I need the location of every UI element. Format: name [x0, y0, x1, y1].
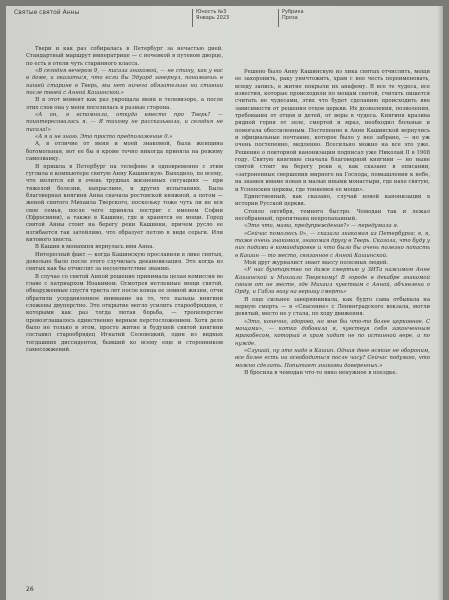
paragraph: Интересный факт — когда Кашинскую прославили в лике святых, довольно было после этого случилась декановизация. Это когда из святых как бы отчислят за несоответствие званию.	[26, 251, 223, 273]
issue-line-1: Юность №3	[196, 9, 227, 15]
page-number: 26	[26, 586, 34, 593]
paragraph: Решено было Анну Кашинскую из ликa святых отчислить, мощи ее захоронить, раку уничтожить, храм с нее честь переименовать, всюду запись, в житие покрыли их анафему. Я все те чудеса, все известия, которые происходили по мощам святой, считать пишется считать не чудесами, этих что будет сделанию происходить вне зависимости от решения отцов церкви. Их дозволения, позволения, требования от отцов и детей, от веры в чудеса. Княгиня кразива рядной горня от зеле, смертей и мраз, необходил больные и помогала обессиленным. Постепенно к Анне Кашинской вернулись и официальные почтание, которое было у нее забрано, — но уж очень постепенно, медленно. Всесильно можно на все это уже. Решение о повторной канонизации подписал уже Николай II в 1908 году. Святую княгиню сначала благоверной княгини — но ныне святой стоит на берегу реки в, как сказано в описании, «затроненные свершения мирного на Господа, помышления к небе, на знамен имаме новая и малые иными монастыри, где нахо святую, и Успенския церквы, где тоннемен ее мощи».	[235, 69, 430, 193]
magazine-page	[6, 6, 443, 600]
paragraph: А, в отличие от меня и моей знакомой, была женщина богомольная, вот ее бы я кроме точно никогда приняла на режиму самозванку.	[26, 141, 223, 163]
text-column-left	[26, 46, 223, 354]
paragraph: «А он, я вспомнила, откуда вместо про Тверь? — поинтересовалась я. — Я тихому не рассказывала, и сегодня не писала!»	[26, 112, 223, 133]
running-header-section: Святые святой Анны	[14, 9, 80, 16]
paragraph: В случае со святой Анной решение принимала целая комиссия во главе с патриархом Иоакимом. Осмотрев нетленные мощи святой, обнаруженные спустя триста лет после конца ее земной жизни, отчи обратили усердивленное внимание на то, что пальцы княгини сложены двуперстно. Это открытие могло усилить старообрядцев, с которыми как раз тогда лютая борьба, — тропеперстие провозглашалось единственно верным перстосложением. Хотя дело было не только в этом, просто житие и будущей святой княгини составил старообрядец Игнатий Соловецкий, один из видных тогдашних диссидентов, бывший ко всему еще и сторонником самосожжений.	[26, 273, 223, 354]
paragraph: Твери и как раз собиралась в Петербург за нечастью дней. Стандартный маршрут императрице — с ночевкой в путевом дворце, по есть в отели чуть старинного класса.	[26, 46, 223, 67]
issue-line-2: Январь 2023	[196, 15, 230, 21]
paragraph: В Кашин в монахиня вернулась имя Анна.	[35, 244, 155, 251]
paragraph: Я в этот момент как раз укрощала меня в телевизоре, а после этих слов она у меня поселилась в разные сторона.	[26, 97, 223, 111]
paragraph: «У нас бунтарство по даже смертью у ЗИТа нажимом Анне Кашинской и Михаила Тверскому! В городе в декабре знакомой своим от не месте, где Михаил чувствам с Анной, объявлена о Орду, и Гибли возу на вершиу смерть»	[235, 267, 430, 296]
rubric-line-2: Проза	[282, 15, 298, 21]
paragraph: Стояло октября, темного быстро. Чемодан так и лежал несобранный, пропятнана непропаханный.	[235, 208, 430, 222]
rubric-line-1: Рубрика	[282, 9, 304, 15]
paragraph: Я бросила в чемодан что-то явно ненужное в поездке.	[244, 370, 398, 377]
paragraph: Я еще сильнее заверюннивала, как будто сама отбывала на верную смерть — в «Спасение» с Ленинградского вокзала, могли девятый, место не у стала, по ходу движения.	[235, 296, 430, 318]
paragraph: Мой друг журналист знает массу полезных людей.	[244, 259, 389, 266]
running-header-issue	[192, 9, 242, 27]
page-fold-shadow	[437, 6, 443, 600]
paragraph: «В сегодня вечером 9, — писала знакомой, — не стану, как у вас в доме, а оказаться, что если бы Эдуард завернул, понимаешь в нашей старине в Тверь, мы нет ничего обязательно ни ставши после твоей с Анной Кашинской.»	[26, 68, 223, 97]
running-header-rubric	[278, 9, 332, 27]
paragraph: «Это что, мама, предупреждение?» — передумала я.	[244, 223, 399, 230]
text-column-right	[235, 69, 430, 377]
paragraph: «Слушай, ну это надо в Кашин. Одная двое всякие не обороним, все более есть ни освободиться после часу? Сейчас подумаю, что можно сделать. Попытает знакомы доверенных.»	[235, 348, 430, 369]
paragraph: «Это, конечно, здорово, но мне бы что-то более церковное. С мощами», — котко добавила я, чувствуя себя законченным мракобесом, который в храм ходит не по истинной вере, а по нужде.	[235, 318, 430, 347]
paragraph: «А я и не знаю. Это просто предположение 0.»	[35, 134, 173, 141]
paragraph: Я пришла в Петербург на телефоне в одновременно с этим гуглила в компьютере святую Анну Кашинскую. Выходило, по всему, что молится ей в очень трудных жизненных ситуациях — при тяжелой болезни, напраслине, и других испытаниях. Была благоверная княгиня Анна сначала ростовской княжной, а потом — женой святого Михаила Тверского, поскольку тоже чуть ли не вся свое семья, после чего приняла постриг с именем Софии (Ефросинии), а также в Кашине, где и хранятся ее мощи. Город святой Анны стоит на берегу реки Кашинки, причем русло ее изгибается так затейливо, что образует петлю в виде серьги. Или китового хвоста.	[26, 163, 223, 243]
paragraph: «Сейчас помолюсь 0», — сказала знакомая из Петербурга; я, я, тоже очень знакомая, знакомая другу в Тверь. Сказала, что буду у них подими в командировке и что было бы очень полезно попасть в Кашин — то место, связанное с Анной Кашинской.	[235, 230, 430, 259]
paragraph: Единственный, как сказано, случай новой канонизации в истории Русской церкви.	[235, 193, 430, 208]
